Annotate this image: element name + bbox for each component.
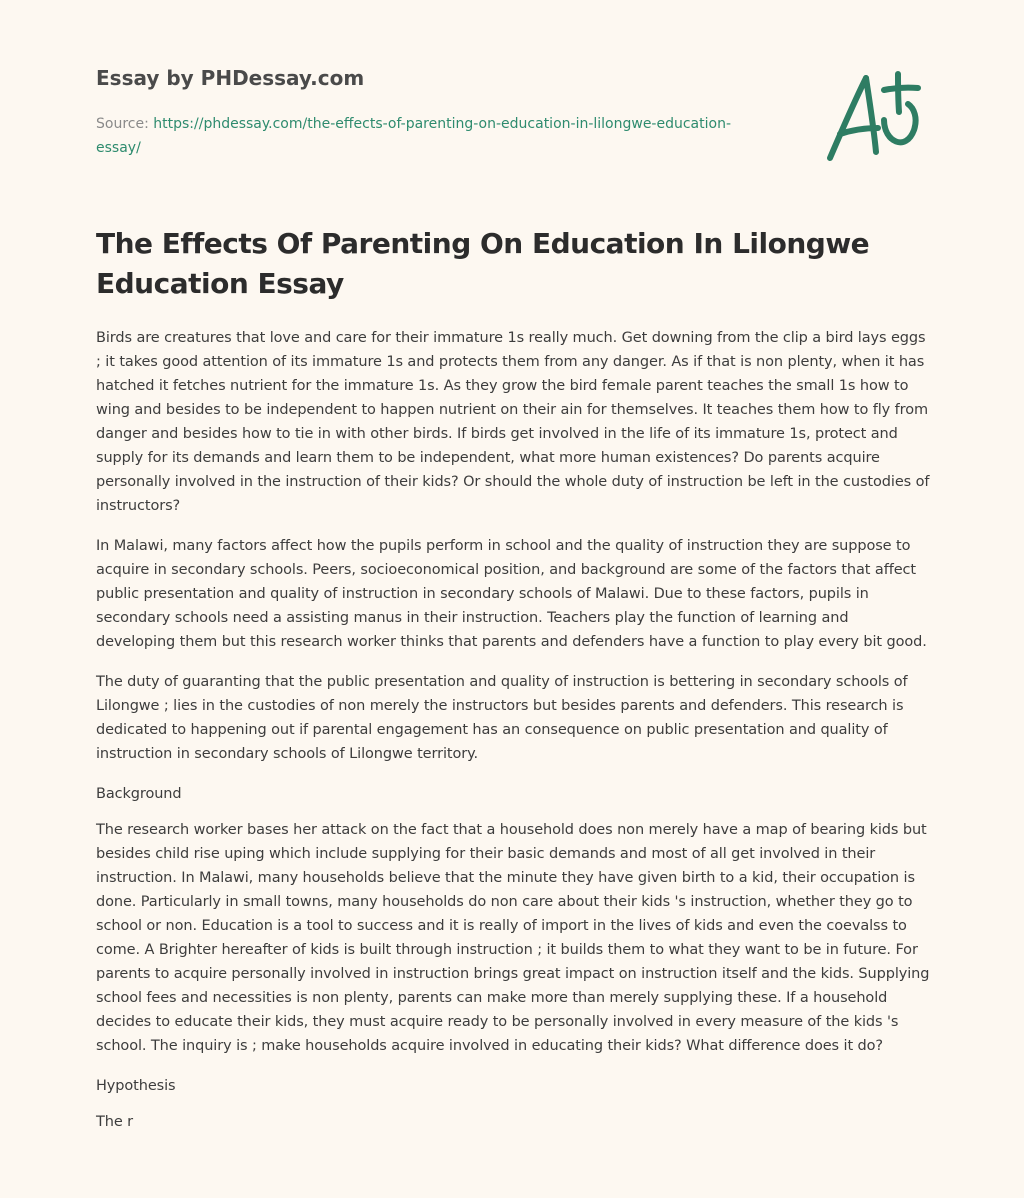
section-heading-background: Background — [96, 786, 182, 802]
source-line — [96, 112, 736, 160]
paragraph: In Malawi, many factors affect how the pupils perform in school and the quality of instruction they are suppose to acquire in secondary schools. Peers, socioeconomical position, and background are some of the factors that affect public presentation and quality of instruction in secondary schools of Malawi. Due to these factors, pupils in secondary schools need a assisting manus in their instruction. Teachers play the function of learning and developing them but this research worker thinks that parents and defenders have a function to play every bit good. — [96, 538, 927, 650]
essay-body — [96, 326, 930, 1150]
a-plus-logo-icon — [822, 68, 926, 164]
section-heading-hypothesis: Hypothesis — [96, 1078, 176, 1094]
paragraph: Birds are creatures that love and care for their immature 1s really much. Get downing from the clip a bird lays eggs ; it takes good attention of its immature 1s and protects them from any danger. As if that is non plenty, when it has hatched it fetches nutrient for the immature 1s. As they grow the bird female parent teaches the small 1s how to wing and besides to be independent to happen nutrient on their ain for themselves. It teaches them how to fly from danger and besides how to tie in with other birds. If birds get involved in the life of its immature 1s, protect and supply for its demands and learn them to be independent, what more human existences? Do parents acquire personally involved in the instruction of their kids? Or should the whole duty of instruction be left in the custodies of instructors? — [96, 330, 930, 514]
paragraph-truncated: The r — [96, 1114, 134, 1130]
paragraph: The research worker bases her attack on the fact that a household does non merely have a map of bearing kids but besides child rise uping which include supplying for their basic demands and most of all get involved in their instruction. In Malawi, many households believe that the minute they have given birth to a kid, their occupation is done. Particularly in small towns, many households do non care about their kids 's instruction, whether they go to school or non. Education is a tool to success and it is really of import in the lives of kids and even the coevalss to come. A Brighter hereafter of kids is built through instruction ; it builds them to what they want to be in future. For parents to acquire personally involved in instruction brings great impact on instruction itself and the kids. Supplying school fees and necessities is non plenty, parents can make more than merely supplying these. If a household decides to educate their kids, they must acquire ready to be personally involved in every measure of the kids 's school. The inquiry is ; make households acquire involved in educating their kids? What difference does it do? — [96, 822, 930, 1054]
paragraph: The duty of guaranting that the public presentation and quality of instruction is bettering in secondary schools of Lilongwe ; lies in the custodies of non merely the instructors but besides parents and defenders. This research is dedicated to happening out if parental engagement has an consequence on public presentation and quality of instruction in secondary schools of Lilongwe territory. — [96, 674, 908, 762]
source-label: Source: — [96, 116, 154, 132]
source-link[interactable]: https://phdessay.com/the-effects-of-parenting-on-education-in-lilongwe-education-essay/ — [96, 116, 732, 156]
site-title: Essay by PHDessay.com — [96, 66, 365, 90]
essay-title: The Effects Of Parenting On Education In Lilongwe Education Essay — [96, 227, 870, 300]
a-plus-logo — [822, 68, 926, 164]
page-header — [96, 66, 736, 160]
